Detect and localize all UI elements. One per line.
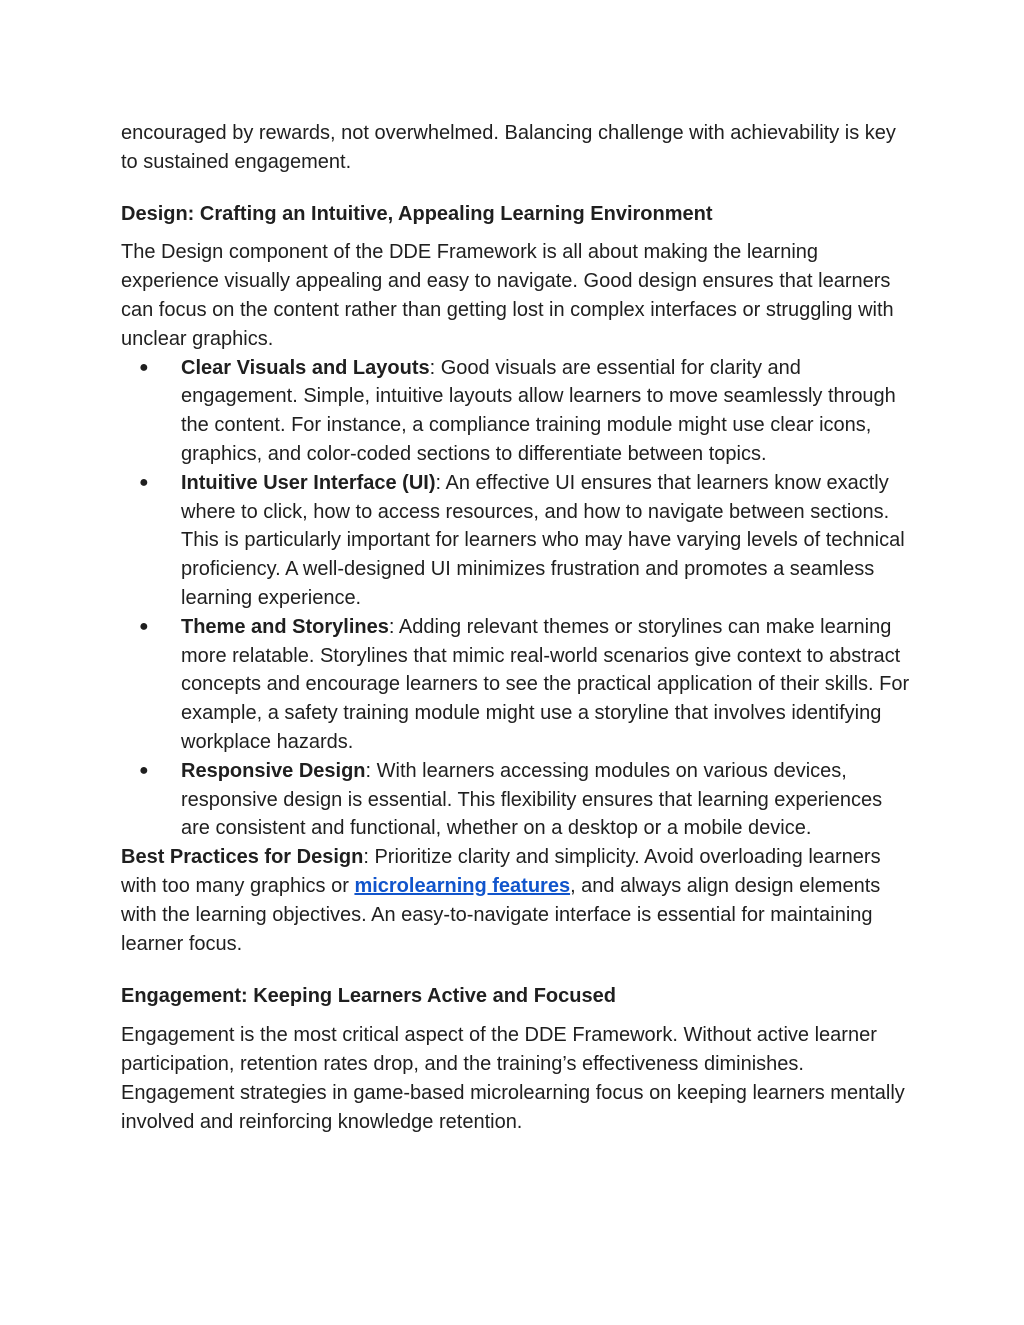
engagement-heading: Engagement: Keeping Learners Active and Focused [121, 985, 616, 1008]
engagement-paragraph: Engagement is the most critical aspect of the DDE Framework. Without active learner participation, retention rates drop, and the training’s effectiveness diminishes. Engagement strategies in game-based microlearning focus on keeping learners mentally involved and reinforcing knowledge retention. [121, 1024, 905, 1133]
best-practices-text-after: , and always align design elements with the learning objectives. An easy-to-navigate interface is essential for maintaining learner focus. [121, 874, 881, 955]
bullet-icon: ● [139, 617, 149, 635]
bullet-text: : An effective UI ensures that learners know exactly where to click, how to access resources, and how to navigate between sections. This is particularly important for learners who may have varying levels of technical proficiency. A well-designed UI minimizes frustration and promotes a seamless learning experience. [181, 471, 905, 609]
best-practices-text-before: : Prioritize clarity and simplicity. Avoid overloading learners with too many graphics or [121, 846, 881, 897]
design-heading: Design: Crafting an Intuitive, Appealing Learning Environment [121, 202, 713, 225]
design-bullet-list [121, 354, 911, 844]
bullet-intuitive-ui [121, 469, 911, 613]
intro-paragraph: encouraged by rewards, not overwhelmed. Balancing challenge with achievability is key to sustained engagement. [121, 122, 896, 173]
best-practices-paragraph [121, 843, 911, 958]
bullet-title: Theme and Storylines [181, 615, 389, 638]
bullet-text: : Good visuals are essential for clarity and engagement. Simple, intuitive layouts allow learners to move seamlessly through the content. For instance, a compliance training module might use clear icons, graphics, and color-coded sections to differentiate between topics. [181, 356, 896, 465]
bullet-responsive-design [121, 757, 911, 843]
design-paragraph: The Design component of the DDE Framework is all about making the learning experience visually appealing and easy to navigate. Good design ensures that learners can focus on the content rather than getting lost in complex interfaces or struggling with unclear graphics. [121, 241, 894, 350]
document-page [121, 119, 911, 1136]
bullet-title: Responsive Design [181, 759, 366, 782]
microlearning-features-link[interactable]: microlearning features [354, 874, 571, 897]
bullet-title: Intuitive User Interface (UI) [181, 471, 436, 494]
bullet-icon: ● [139, 358, 149, 376]
best-practices-title: Best Practices for Design [121, 846, 364, 869]
bullet-icon: ● [139, 473, 149, 491]
bullet-clear-visuals [121, 354, 911, 469]
bullet-theme-storylines [121, 613, 911, 757]
bullet-text: : With learners accessing modules on various devices, responsive design is essential. This flexibility ensures that learning experiences are consistent and functional, whether on a desktop or a mobile device. [181, 759, 883, 840]
bullet-icon: ● [139, 761, 149, 779]
bullet-title: Clear Visuals and Layouts [181, 356, 430, 379]
bullet-text: : Adding relevant themes or storylines can make learning more relatable. Storylines that mimic real-world scenarios give context to abstract concepts and encourage learners to see the practical application of their skills. For example, a safety training module might use a storyline that involves identifying workplace hazards. [181, 615, 910, 753]
